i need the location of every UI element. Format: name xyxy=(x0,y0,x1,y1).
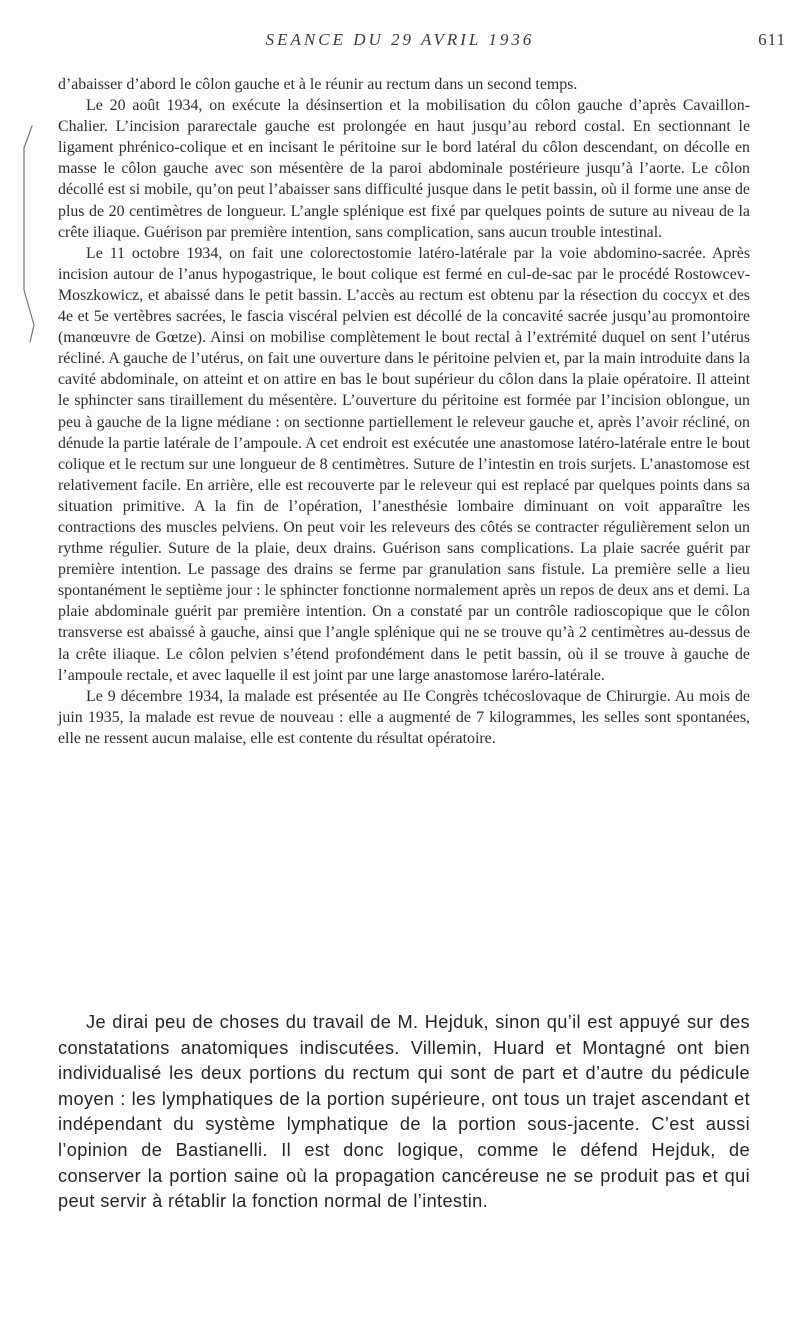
discussion-paragraph: Je dirai peu de choses du travail de M. Hejduk, sinon qu’il est appuyé sur des constatations anatomiques indiscutées. Villemin, Huard et Montagné ont bien individualisé les deux portions du rectum qui sont de part et d’autre du pédicule moyen : les lymphatiques de la portion supérieure, ont tous un trajet ascendant et indépendant du système lymphatique de la portion sous-jacente. C’est aussi l’opinion de Bastianelli. Il est donc logique, comme le défend Hejduk, de conserver la portion saine où la propagation cancéreuse ne se produit pas et qui peut servir à rétablir la fonction normal de l’intestin. xyxy=(58,1012,750,1212)
case-paragraph: d’abaisser d’abord le côlon gauche et à le réunir au rectum dans un second temps. xyxy=(58,76,578,93)
running-head: SEANCE DU 29 AVRIL 1936 xyxy=(265,30,535,49)
case-paragraph: Le 20 août 1934, on exécute la désinsertion et la mobilisation du côlon gauche d’après Cavaillon-Chalier. L’incision pararectale gauche est prolongée en haut jusqu’au rebord costal. En sectionnant le ligament phrénico-colique et en incisant le péritoine sur le bord latéral du côlon descendant, on décolle en masse le côlon gauche avec son mésentère de la paroi abdominale postérieure jusqu’à l’aorte. Le côlon décollé est si mobile, qu’on peut l’abaisser sans difficulté jusque dans le petit bassin, où il forme une anse de plus de 20 centimètres de longueur. L’angle splénique est fixé par quelques points de suture au niveau de la crête iliaque. Guérison par première intention, sans complication, sans aucun trouble intestinal. xyxy=(58,97,750,241)
page-header xyxy=(0,30,800,56)
page-number: 611 xyxy=(758,30,786,49)
discussion-text xyxy=(58,1010,750,1215)
case-paragraph: Le 11 octobre 1934, on fait une colorectostomie latéro-latérale par la voie abdomino-sacrée. Après incision autour de l’anus hypogastrique, le bout colique est fermé en cul-de-sac par le procédé Rostowcev-Moszkowicz, et abaissé dans le petit bassin. L’accès au rectum est obtenu par la résection du coccyx et des 4e et 5e vertèbres sacrées, le fascia viscéral pelvien est décollé de la concavité sacrée jusqu’au promontoire (manœuvre de Gœtze). Ainsi on mobilise complètement le bout rectal à l’extrémité duquel on sent l’utérus récliné. A gauche de l’utérus, on fait une ouverture dans le péritoine pelvien et, par la main introduite dans la cavité abdominale, on atteint et on attire en bas le bout supérieur du côlon dans la plaie opératoire. Il atteint le sphincter sans tiraillement du mésentère. L’ouverture du péritoine est formée par l’incision oblongue, un peu à gauche de la ligne médiane : on sectionne partiellement le releveur gauche et, après l’avoir récliné, on dénude la partie latérale de l’ampoule. A cet endroit est exécutée une anastomose latéro-latérale entre le bout colique et le rectum sur une longueur de 8 centimètres. Suture de l’intestin en trois surjets. L’anastomose est relativement facile. En arrière, elle est recouverte par le releveur qui est replacé par quelques points dans sa situation primitive. A la fin de l’opération, l’anesthésie lombaire diminuant on voit apparaître les contractions des muscles pelviens. On peut voir les releveurs des côtés se contracter régulièrement selon un rythme régulier. Suture de la plaie, deux drains. Guérison sans complications. La plaie sacrée guérit par première intention. Le passage des drains se ferme par granulation sans fistule. La première selle a lieu spontanément le septième jour : le sphincter fonctionne normalement après un repos de deux ans et demi. La plaie abdominale guérit par première intention. On a constaté par un contrôle radioscopique que le côlon transverse est abaissé à gauche, ainsi que l’angle splénique qui ne se trouve qu’à 2 centimètres au-dessus de la crête iliaque. Le côlon pelvien s’étend profondément dans le petit bassin, où il se trouve à gauche de l’ampoule rectale, et avec laquelle il est joint par une large anastomose laréro-latérale. xyxy=(58,244,750,684)
case-paragraph: Le 9 décembre 1934, la malade est présentée au IIe Congrès tchécoslovaque de Chirurgie. Au mois de juin 1935, la malade est revue de nouveau : elle a augmenté de 7 kilogrammes, les selles sont spontanées, elle ne ressent aucun malaise, elle est contente du résultat opératoire. xyxy=(58,687,750,747)
margin-bracket-mark xyxy=(18,120,58,350)
case-report-text xyxy=(58,74,750,749)
